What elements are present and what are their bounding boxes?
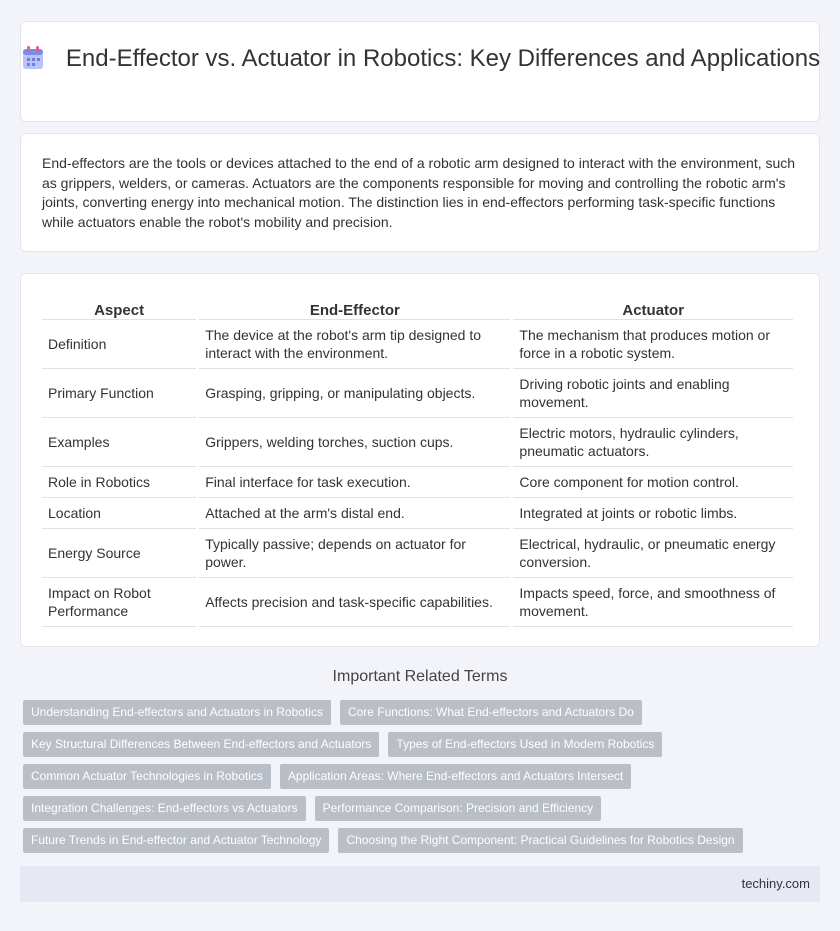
table-row	[42, 369, 793, 418]
table-row	[42, 467, 793, 498]
tag-row	[23, 764, 640, 789]
cell-aspect: Role in Robotics	[42, 467, 196, 498]
cell-actuator: Core component for motion control.	[513, 467, 793, 498]
cell-actuator: Electrical, hydraulic, or pneumatic energy conversion.	[513, 529, 793, 578]
related-terms-heading: Important Related Terms	[332, 668, 508, 685]
footer	[20, 866, 820, 902]
cell-end-effector: Affects precision and task-specific capabilities.	[199, 578, 510, 627]
related-tag[interactable]: Key Structural Differences Between End-effectors and Actuators	[23, 732, 379, 757]
footer-site-link[interactable]: techiny.com	[741, 876, 810, 891]
related-tag[interactable]: Understanding End-effectors and Actuators in Robotics	[23, 700, 331, 725]
cell-actuator: Driving robotic joints and enabling movement.	[513, 369, 793, 418]
header-actuator: Actuator	[513, 296, 793, 320]
table-header-row	[42, 296, 793, 320]
related-tag[interactable]: Performance Comparison: Precision and Efficiency	[315, 796, 602, 821]
table-row	[42, 320, 793, 369]
cell-end-effector: Grasping, gripping, or manipulating objects.	[199, 369, 510, 418]
header-end-effector: End-Effector	[199, 296, 510, 320]
table-row	[42, 578, 793, 627]
cell-end-effector: The device at the robot's arm tip designed to interact with the environment.	[199, 320, 510, 369]
tag-row	[23, 700, 651, 725]
related-tag[interactable]: Choosing the Right Component: Practical Guidelines for Robotics Design	[338, 828, 742, 853]
cell-aspect: Impact on Robot Performance	[42, 578, 196, 627]
cell-end-effector: Final interface for task execution.	[199, 467, 510, 498]
cell-actuator: Electric motors, hydraulic cylinders, pneumatic actuators.	[513, 418, 793, 467]
related-tag[interactable]: Future Trends in End-effector and Actuator Technology	[23, 828, 329, 853]
tag-row	[23, 796, 610, 821]
related-tag[interactable]: Common Actuator Technologies in Robotics	[23, 764, 271, 789]
cell-end-effector: Attached at the arm's distal end.	[199, 498, 510, 529]
related-tag[interactable]: Application Areas: Where End-effectors and Actuators Intersect	[280, 764, 631, 789]
header-aspect: Aspect	[42, 296, 196, 320]
table-row	[42, 418, 793, 467]
comparison-table	[39, 296, 796, 627]
comparison-table-card	[20, 273, 820, 647]
cell-actuator: The mechanism that produces motion or force in a robotic system.	[513, 320, 793, 369]
cell-aspect: Location	[42, 498, 196, 529]
cell-aspect: Definition	[42, 320, 196, 369]
cell-aspect: Examples	[42, 418, 196, 467]
related-tag[interactable]: Core Functions: What End-effectors and Actuators Do	[340, 700, 642, 725]
page-title: End-Effector vs. Actuator in Robotics: Key Differences and Applications	[65, 45, 821, 72]
cell-end-effector: Grippers, welding torches, suction cups.	[199, 418, 510, 467]
cell-aspect: Energy Source	[42, 529, 196, 578]
cell-actuator: Impacts speed, force, and smoothness of movement.	[513, 578, 793, 627]
title-card	[20, 21, 820, 122]
calendar-icon	[22, 46, 44, 70]
intro-paragraph: End-effectors are the tools or devices attached to the end of a robotic arm designed to interact with the environment, such as grippers, welders, or cameras. Actuators are the components responsible for moving and controlling the robotic arm's joints, converting energy into mechanical motion. The distinction lies in end-effectors performing task-specific functions while actuators enable the robot's mobility and precision.	[42, 155, 796, 230]
intro-card	[20, 133, 820, 252]
page-title-row	[21, 44, 821, 73]
table-row	[42, 498, 793, 529]
cell-end-effector: Typically passive; depends on actuator for power.	[199, 529, 510, 578]
tag-row	[23, 828, 752, 853]
cell-actuator: Integrated at joints or robotic limbs.	[513, 498, 793, 529]
related-tag[interactable]: Integration Challenges: End-effectors vs Actuators	[23, 796, 306, 821]
cell-aspect: Primary Function	[42, 369, 196, 418]
related-tag[interactable]: Types of End-effectors Used in Modern Robotics	[388, 732, 662, 757]
table-row	[42, 529, 793, 578]
tag-row	[23, 732, 671, 757]
